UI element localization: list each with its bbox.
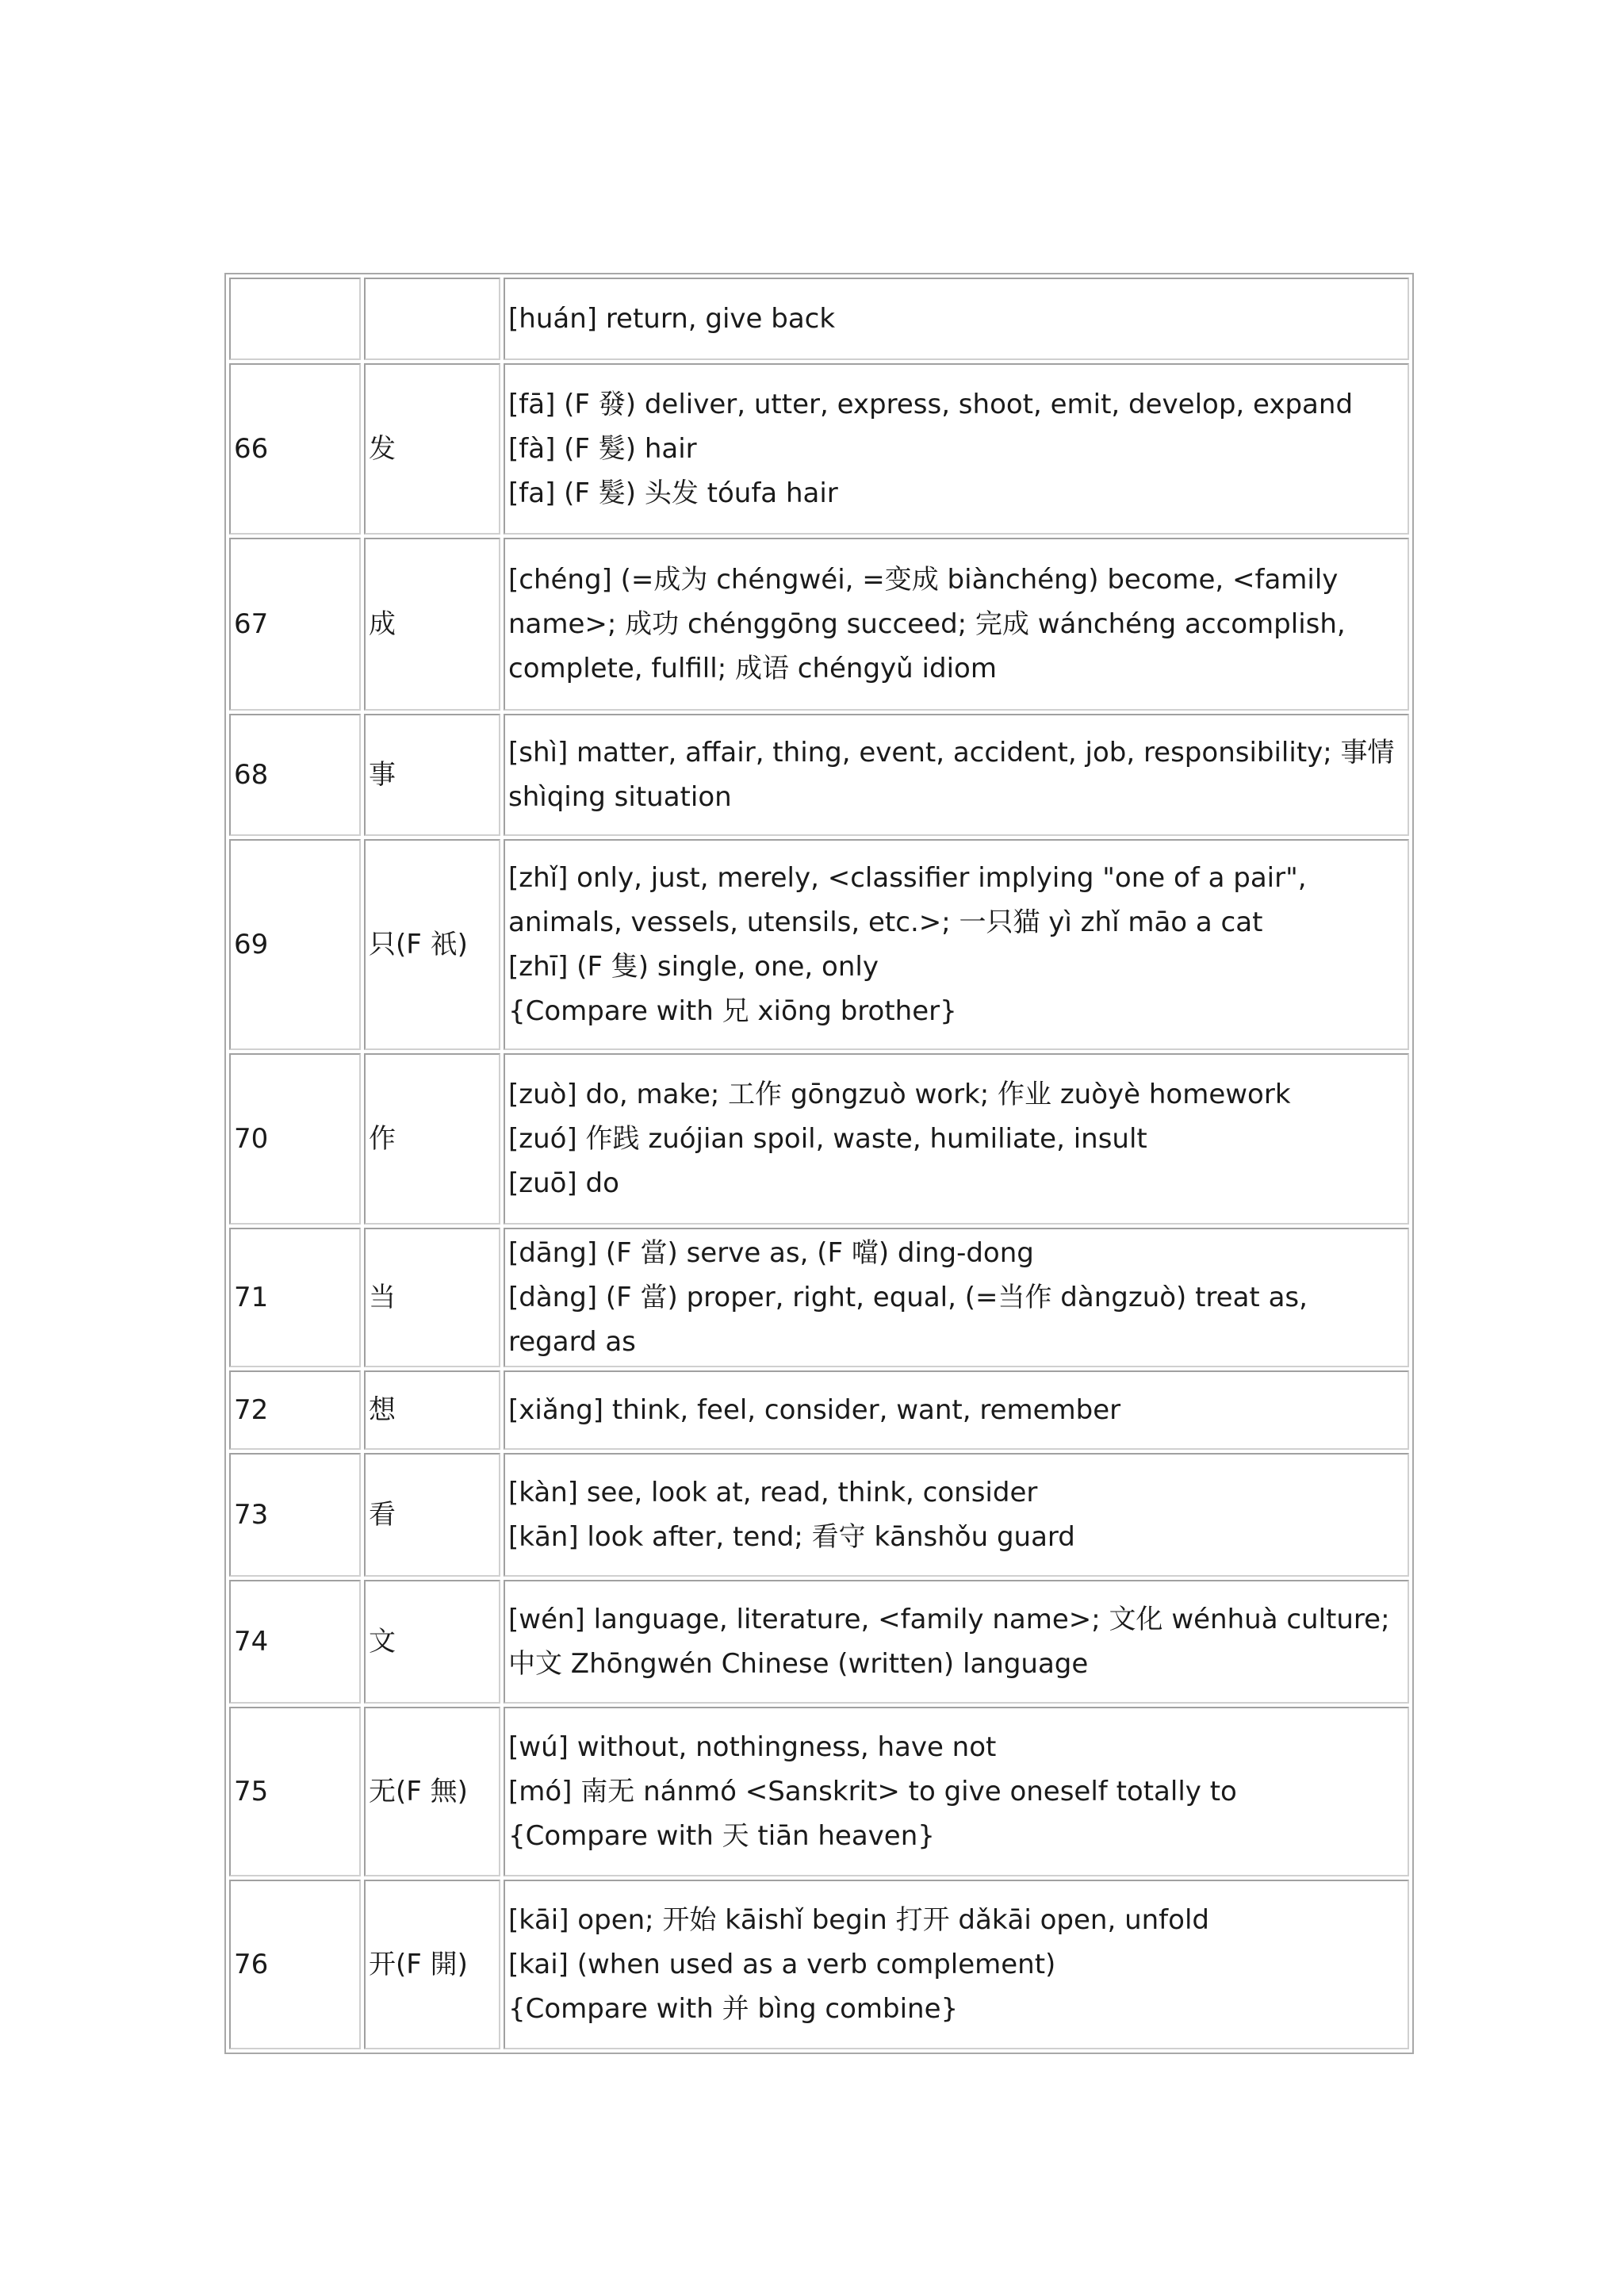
definition-line: [shì] matter, affair, thing, event, accident, job, responsibility; 事情 shìqing situation <box>508 737 1395 813</box>
definition-line: [huán] return, give back <box>508 303 836 335</box>
entry-number <box>229 278 361 360</box>
entry-definition <box>504 278 1409 360</box>
entry-character: 看 <box>364 1453 500 1577</box>
definition-line: [zuō] do <box>508 1167 619 1199</box>
definition-line: [kai] (when used as a verb complement) <box>508 1949 1056 1980</box>
entry-character: 想 <box>364 1370 500 1450</box>
definition-line: [zhǐ] only, just, merely, <classifier implying "one of a pair", animals, vessels, utensils, etc.>; 一只猫 yì zhǐ māo a cat <box>508 862 1307 938</box>
definition-line: {Compare with 天 tiān heaven} <box>508 1820 935 1852</box>
table-row <box>229 278 1409 360</box>
entry-number: 74 <box>229 1580 361 1704</box>
table-row <box>229 1228 1409 1367</box>
entry-number: 68 <box>229 714 361 836</box>
table-row <box>229 714 1409 836</box>
entry-character: 无(F 無) <box>364 1707 500 1876</box>
character-dictionary-table <box>224 273 1414 2054</box>
table-row <box>229 1370 1409 1450</box>
entry-character: 文 <box>364 1580 500 1704</box>
entry-definition <box>504 714 1409 836</box>
entry-character: 当 <box>364 1228 500 1367</box>
entry-number: 70 <box>229 1053 361 1225</box>
entry-number: 73 <box>229 1453 361 1577</box>
entry-definition <box>504 1453 1409 1577</box>
entry-definition <box>504 538 1409 711</box>
entry-character <box>364 278 500 360</box>
entry-character: 开(F 開) <box>364 1880 500 2049</box>
definition-line: [zuò] do, make; 工作 gōngzuò work; 作业 zuòyè homework <box>508 1079 1291 1110</box>
entry-definition <box>504 1880 1409 2049</box>
table-row <box>229 363 1409 535</box>
entry-number: 66 <box>229 363 361 535</box>
entry-definition <box>504 363 1409 535</box>
definition-line: [dàng] (F 當) proper, right, equal, (=当作 dàngzuò) treat as, regard as <box>508 1282 1308 1358</box>
table-row <box>229 1053 1409 1225</box>
entry-definition <box>504 1370 1409 1450</box>
definition-line: [wén] language, literature, <family name>; 文化 wénhuà culture; 中文 Zhōngwén Chinese (written) language <box>508 1604 1390 1680</box>
table-row <box>229 1453 1409 1577</box>
entry-definition <box>504 839 1409 1050</box>
definition-line: [zuó] 作践 zuójian spoil, waste, humiliate, insult <box>508 1123 1147 1155</box>
entry-number: 71 <box>229 1228 361 1367</box>
entry-number: 75 <box>229 1707 361 1876</box>
definition-line: [kāi] open; 开始 kāishǐ begin 打开 dǎkāi open, unfold <box>508 1904 1209 1936</box>
definition-line: [kàn] see, look at, read, think, consider <box>508 1477 1038 1508</box>
entry-character: 发 <box>364 363 500 535</box>
table-row <box>229 538 1409 711</box>
entry-number: 72 <box>229 1370 361 1450</box>
entry-character: 只(F 祇) <box>364 839 500 1050</box>
definition-line: {Compare with 兄 xiōng brother} <box>508 995 957 1027</box>
entry-character: 作 <box>364 1053 500 1225</box>
definition-line: [chéng] (=成为 chéngwéi, =变成 biànchéng) become, <family name>; 成功 chénggōng succeed; 完成 wánchéng accomplish, complete, fulfill; 成语 chéngyǔ idiom <box>508 564 1346 684</box>
table-row <box>229 1880 1409 2049</box>
table-row <box>229 839 1409 1050</box>
entry-definition <box>504 1053 1409 1225</box>
definition-line: [xiǎng] think, feel, consider, want, remember <box>508 1394 1121 1426</box>
definition-line: [kān] look after, tend; 看守 kānshǒu guard <box>508 1521 1075 1553</box>
entry-definition <box>504 1580 1409 1704</box>
definition-line: [fa] (F 髮) 头发 tóufa hair <box>508 477 838 509</box>
table-row <box>229 1580 1409 1704</box>
entry-character: 成 <box>364 538 500 711</box>
definition-line: [mó] 南无 nánmó <Sanskrit> to give oneself totally to <box>508 1776 1237 1807</box>
table-body <box>229 278 1409 2049</box>
definition-line: [dāng] (F 當) serve as, (F 噹) ding-dong <box>508 1237 1034 1269</box>
entry-number: 69 <box>229 839 361 1050</box>
definition-line: {Compare with 并 bìng combine} <box>508 1993 959 2025</box>
entry-number: 76 <box>229 1880 361 2049</box>
entry-definition <box>504 1228 1409 1367</box>
table-row <box>229 1707 1409 1876</box>
definition-line: [fà] (F 髮) hair <box>508 433 697 465</box>
definition-line: [zhī] (F 隻) single, one, only <box>508 951 879 983</box>
entry-character: 事 <box>364 714 500 836</box>
entry-number: 67 <box>229 538 361 711</box>
entry-definition <box>504 1707 1409 1876</box>
definition-line: [wú] without, nothingness, have not <box>508 1731 997 1763</box>
definition-line: [fā] (F 發) deliver, utter, express, shoot, emit, develop, expand <box>508 389 1354 420</box>
